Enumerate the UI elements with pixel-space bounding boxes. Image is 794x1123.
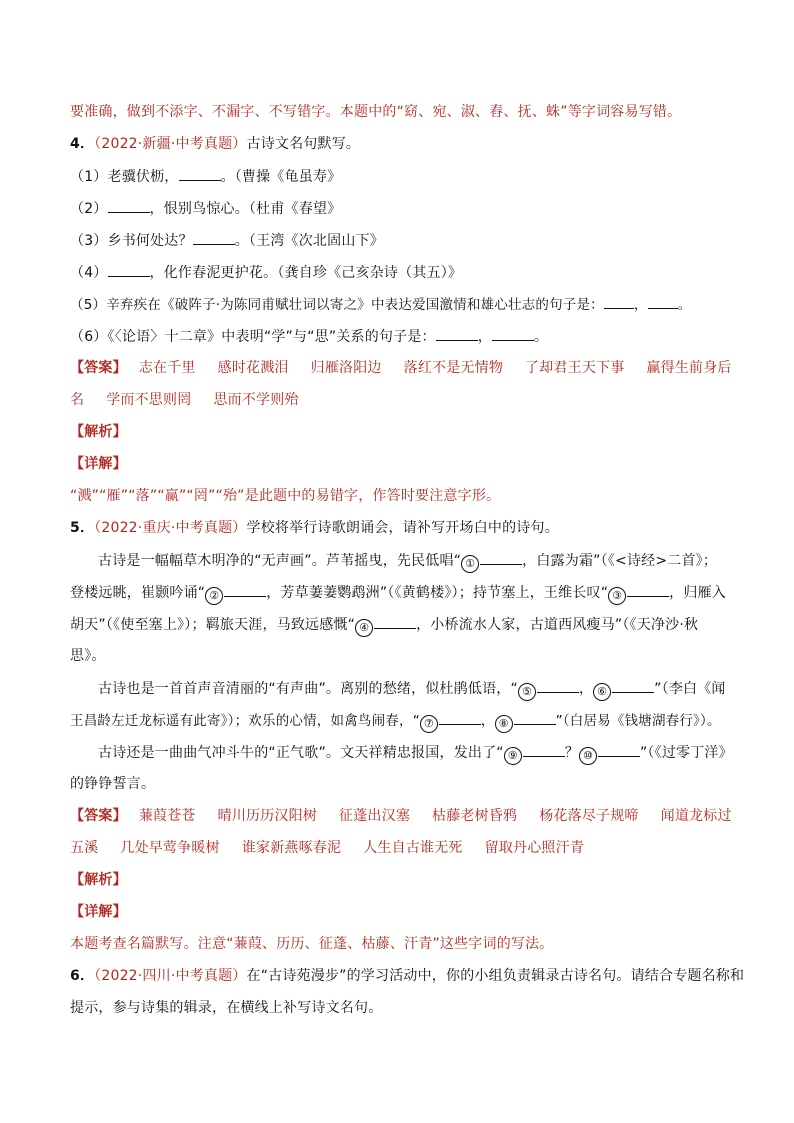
q4-detail: “溅”“雁”“落”“赢”“罔”“殆”是此题中的易错字，作答时要注意字形。	[70, 488, 501, 504]
q5-para1-line2: 登楼远眺，崔颢吟诵“ ② ，芳草萋萋鹦鹉洲”（《黄鹤楼》）；持节塞上，王维长叹“ ③ ，归雁入	[70, 582, 730, 605]
q4-source: （2022·新疆·中考真题）	[94, 136, 247, 152]
q5-para1-line1: 古诗是一幅幅草木明净的“无声画”。芦苇摇曳，先民低唱“ ① ，白露为霜”（《<诗经>二首》；	[98, 550, 738, 573]
blank-line	[480, 550, 522, 565]
q6-number: 6．	[70, 968, 95, 984]
q5-answer-line-1: 【答案】 蒹葭苍苍 晴川历历汉阳树 征蓬出汉塞 枯藤老树昏鸦 杨花落尽子规啼 闻道龙标过	[70, 808, 732, 824]
blank-line	[179, 166, 221, 181]
q4-analysis-label: 【解析】	[70, 424, 127, 440]
top-note: 要准确，做到不添字、不漏字、不写错字。本题中的“窈、宛、淑、舂、抚、蛛”等字词容易写错。	[70, 104, 682, 120]
q5-header	[70, 518, 730, 538]
q6-header	[70, 966, 745, 986]
q4-stem: 古诗文名句默写。	[246, 136, 361, 152]
q4-item-5: （5）辛弃疾在《破阵子·为陈同甫赋壮词以寄之》中表达爱国激情和雄心壮志的句子是： ， 。	[70, 294, 730, 315]
q4-answer-line-1: 【答案】 志在千里 感时花溅泪 归雁洛阳边 落红不是无情物 了却君王天下事 赢得生前身后	[70, 360, 732, 376]
q4-item-4: （4） ，化作春泥更护花。（龚自珍《己亥杂诗（其五）》	[70, 262, 730, 283]
blank-line	[604, 294, 634, 309]
blank-line	[224, 582, 266, 597]
q4-detail-label: 【详解】	[70, 456, 127, 472]
q5-para1-line4: 思》。	[70, 648, 106, 664]
q5-para1-line3: 胡天”（《使至塞上》）；羁旅天涯，马致远感慨“ ④ ，小桥流水人家，古道西风瘦马”（《天净沙·秋	[70, 614, 730, 637]
blank-line	[436, 326, 478, 341]
q4-answer-label: 【答案】	[70, 360, 127, 376]
blank-line	[439, 710, 481, 725]
q4-item-3: （3）乡书何处达？ 。（王湾《次北固山下》	[70, 230, 730, 251]
blank-line	[627, 582, 669, 597]
q5-para3-line1: 古诗还是一曲曲气冲斗牛的“正气歌”。文天祥精忠报国，发出了“ ⑨ ？ ⑩ ”（《过零丁洋》	[98, 742, 738, 765]
blank-line	[537, 678, 579, 693]
q4-item-1: （1）老骥伏枥， 。（曹操《龟虽寿》	[70, 166, 730, 187]
q4-answer-line-2: 名 学而不思则罔 思而不学则殆	[70, 392, 299, 408]
blank-line	[514, 710, 556, 725]
blank-line	[612, 678, 654, 693]
blank-line	[108, 262, 150, 277]
q5-detail-label: 【详解】	[70, 904, 127, 920]
blank-line	[193, 230, 235, 245]
blank-line	[492, 326, 534, 341]
q5-para3-line2: 的铮铮誓言。	[70, 776, 156, 792]
blank-line	[108, 198, 150, 213]
q5-analysis-label: 【解析】	[70, 872, 127, 888]
q4-item-2: （2） ，恨别鸟惊心。（杜甫《春望》	[70, 198, 730, 219]
q5-para2-line2: 王昌龄左迁龙标遥有此寄》）；欢乐的心情，如禽鸟闹春，“ ⑦ ， ⑧ ”（白居易《钱塘湖春行》）。	[70, 710, 730, 733]
blank-line	[598, 742, 640, 757]
blank-line	[648, 294, 678, 309]
blank-line	[374, 614, 416, 629]
q6-source: （2022·四川·中考真题）	[94, 968, 247, 984]
q4-header	[70, 134, 730, 154]
q4-item-6: （6）《〈论语〉十二章》中表明“学”与“思”关系的句子是： ， 。	[70, 326, 730, 347]
q5-answer-label: 【答案】	[70, 808, 127, 824]
q5-source: （2022·重庆·中考真题）	[94, 520, 247, 536]
q5-detail: 本题考查名篇默写。注意“蒹葭、历历、征蓬、枯藤、汗青”这些字词的写法。	[70, 936, 554, 952]
q5-number: 5．	[70, 520, 95, 536]
q6-stem-line2: 提示，参与诗集的辑录，在横线上补写诗文名句。	[70, 1000, 383, 1016]
blank-line	[523, 742, 565, 757]
q5-para2-line1: 古诗也是一首首声音清丽的“有声曲”。离别的愁绪，似杜鹃低语，“ ⑤ ， ⑥ ”（李白《闻	[98, 678, 738, 701]
q4-number: 4．	[70, 136, 95, 152]
q6-stem-line1: 在“古诗苑漫步”的学习活动中，你的小组负责辑录古诗名句。请结合专题名称和	[246, 968, 745, 984]
q5-stem: 学校将举行诗歌朗诵会，请补写开场白中的诗句。	[246, 520, 559, 536]
q5-answer-line-2: 五溪 几处早莺争暖树 谁家新燕啄春泥 人生自古谁无死 留取丹心照汗青	[70, 840, 585, 856]
